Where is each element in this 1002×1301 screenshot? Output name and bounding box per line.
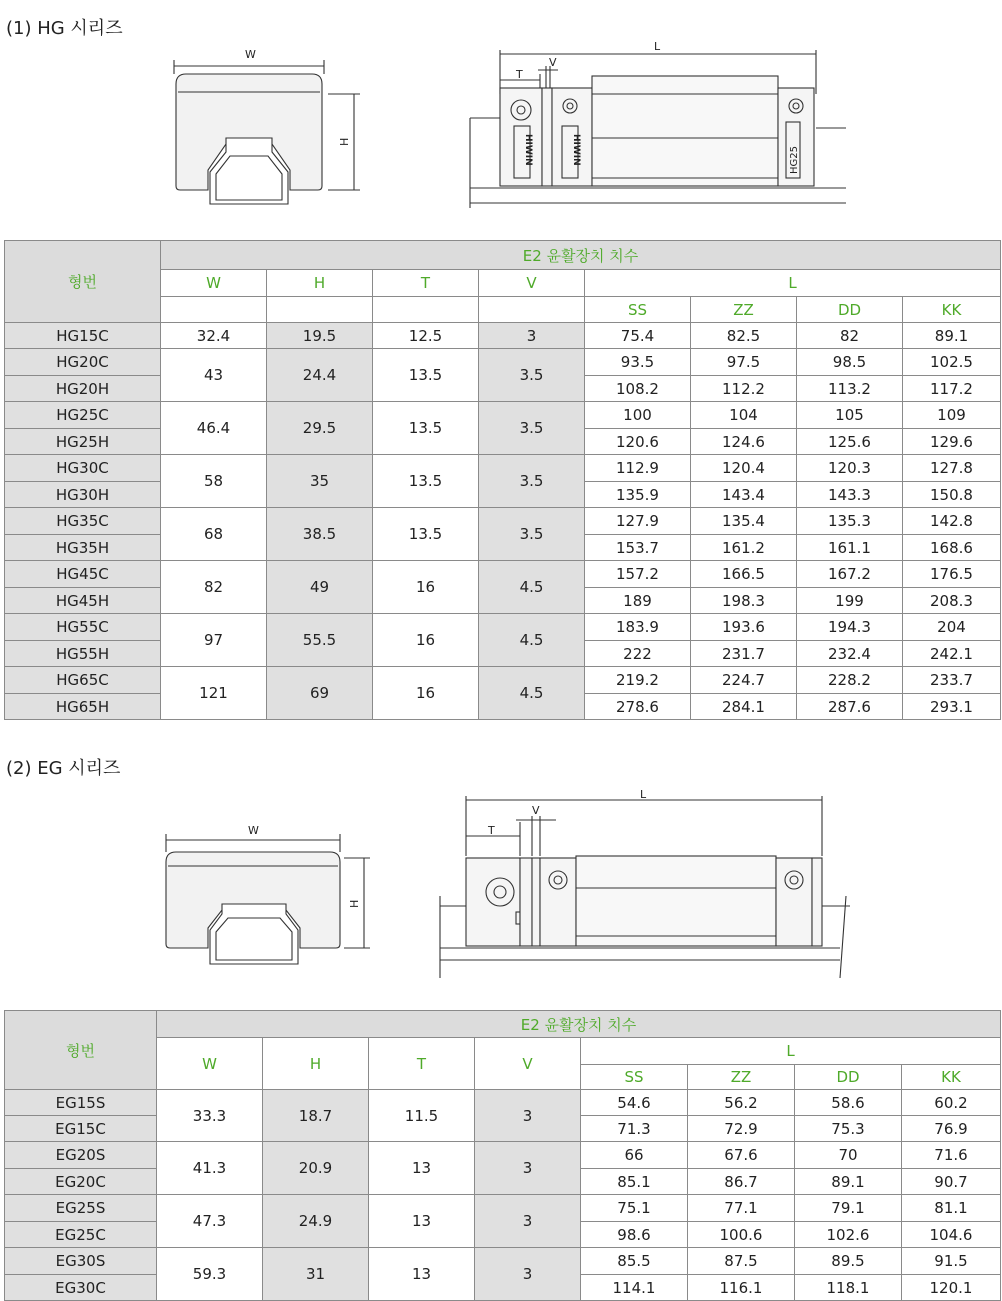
kk-cell: 109: [903, 402, 1001, 429]
zz-cell: 77.1: [688, 1195, 795, 1222]
ss-cell: 112.9: [585, 455, 691, 482]
hg-side-logo-1: HIWIN: [523, 134, 533, 166]
zz-cell: 161.2: [691, 535, 797, 561]
kk-cell: 90.7: [902, 1169, 1001, 1195]
t-cell: 16: [373, 614, 479, 667]
kk-cell: 129.6: [903, 429, 1001, 455]
kk-cell: 208.3: [903, 588, 1001, 614]
eg-side-view-drawing: [436, 786, 856, 982]
ss-cell: 66: [581, 1142, 688, 1169]
w-cell: 41.3: [157, 1142, 263, 1195]
hg-header-v: V: [479, 270, 585, 297]
eg-header-v: V: [475, 1038, 581, 1090]
zz-cell: 124.6: [691, 429, 797, 455]
ss-cell: 278.6: [585, 694, 691, 720]
eg-header-l: L: [581, 1038, 1001, 1065]
dd-cell: 199: [797, 588, 903, 614]
w-cell: 32.4: [161, 323, 267, 349]
model-cell: HG30H: [5, 482, 161, 508]
eg-side-l-label: L: [640, 788, 647, 801]
model-cell: HG55H: [5, 641, 161, 667]
ss-cell: 219.2: [585, 667, 691, 694]
table-row: [5, 667, 1001, 694]
zz-cell: 104: [691, 402, 797, 429]
eg-spec-table: [4, 1010, 1001, 1301]
dd-cell: 161.1: [797, 535, 903, 561]
table-row: [5, 1195, 1001, 1222]
dd-cell: 287.6: [797, 694, 903, 720]
zz-cell: 198.3: [691, 588, 797, 614]
t-cell: 16: [373, 667, 479, 720]
hg-header-w: W: [161, 270, 267, 297]
ss-cell: 98.6: [581, 1222, 688, 1248]
zz-cell: 231.7: [691, 641, 797, 667]
table-row: [5, 349, 1001, 376]
model-cell: HG35C: [5, 508, 161, 535]
t-cell: 13: [369, 1195, 475, 1248]
table-row: [5, 323, 1001, 349]
h-cell: 29.5: [267, 402, 373, 455]
hg-header-group: E2 윤활장치 치수: [161, 241, 1001, 270]
hg-front-h-label: H: [338, 137, 351, 146]
hg-header-h: H: [267, 270, 373, 297]
ss-cell: 127.9: [585, 508, 691, 535]
dd-cell: 118.1: [795, 1275, 902, 1301]
hg-front-w-label: W: [245, 48, 256, 61]
t-cell: 16: [373, 561, 479, 614]
kk-cell: 150.8: [903, 482, 1001, 508]
dd-cell: 143.3: [797, 482, 903, 508]
hg-header-blank: [161, 297, 267, 323]
model-cell: HG45H: [5, 588, 161, 614]
hg-side-model-mark: HG25: [789, 146, 800, 174]
w-cell: 68: [161, 508, 267, 561]
table-row: [5, 508, 1001, 535]
dd-cell: 79.1: [795, 1195, 902, 1222]
ss-cell: 114.1: [581, 1275, 688, 1301]
kk-cell: 127.8: [903, 455, 1001, 482]
kk-cell: 89.1: [903, 323, 1001, 349]
ss-cell: 85.5: [581, 1248, 688, 1275]
v-cell: 3: [475, 1142, 581, 1195]
v-cell: 3: [475, 1248, 581, 1301]
hg-header-ss: SS: [585, 297, 691, 323]
hg-section-title: (1) HG 시리즈: [6, 18, 123, 39]
w-cell: 121: [161, 667, 267, 720]
hg-header-zz: ZZ: [691, 297, 797, 323]
ss-cell: 75.4: [585, 323, 691, 349]
w-cell: 46.4: [161, 402, 267, 455]
t-cell: 13.5: [373, 508, 479, 561]
model-cell: EG20C: [5, 1169, 157, 1195]
table-row: [5, 561, 1001, 588]
v-cell: 3.5: [479, 455, 585, 508]
kk-cell: 71.6: [902, 1142, 1001, 1169]
kk-cell: 176.5: [903, 561, 1001, 588]
model-cell: HG20H: [5, 376, 161, 402]
table-row: [5, 614, 1001, 641]
model-cell: EG15S: [5, 1090, 157, 1116]
w-cell: 47.3: [157, 1195, 263, 1248]
hg-side-view-drawing: [466, 38, 846, 216]
zz-cell: 100.6: [688, 1222, 795, 1248]
zz-cell: 82.5: [691, 323, 797, 349]
table-row: [5, 402, 1001, 429]
h-cell: 49: [267, 561, 373, 614]
model-cell: HG25C: [5, 402, 161, 429]
ss-cell: 189: [585, 588, 691, 614]
hg-header-l: L: [585, 270, 1001, 297]
eg-front-h-label: H: [348, 899, 361, 908]
model-cell: HG65H: [5, 694, 161, 720]
zz-cell: 284.1: [691, 694, 797, 720]
model-cell: HG35H: [5, 535, 161, 561]
model-cell: HG20C: [5, 349, 161, 376]
hg-spec-table: [4, 240, 1001, 720]
t-cell: 13: [369, 1142, 475, 1195]
ss-cell: 93.5: [585, 349, 691, 376]
dd-cell: 82: [797, 323, 903, 349]
dd-cell: 113.2: [797, 376, 903, 402]
h-cell: 24.9: [263, 1195, 369, 1248]
v-cell: 3: [475, 1195, 581, 1248]
ss-cell: 153.7: [585, 535, 691, 561]
h-cell: 24.4: [267, 349, 373, 402]
ss-cell: 71.3: [581, 1116, 688, 1142]
ss-cell: 120.6: [585, 429, 691, 455]
ss-cell: 108.2: [585, 376, 691, 402]
eg-section-title: (2) EG 시리즈: [6, 758, 121, 779]
kk-cell: 120.1: [902, 1275, 1001, 1301]
eg-header-kk: KK: [902, 1065, 1001, 1090]
v-cell: 3: [475, 1090, 581, 1142]
eg-front-view-drawing: [156, 818, 386, 978]
hg-side-v-label: V: [549, 56, 557, 69]
dd-cell: 98.5: [797, 349, 903, 376]
kk-cell: 104.6: [902, 1222, 1001, 1248]
dd-cell: 89.5: [795, 1248, 902, 1275]
eg-header-zz: ZZ: [688, 1065, 795, 1090]
table-row: [5, 1142, 1001, 1169]
zz-cell: 166.5: [691, 561, 797, 588]
v-cell: 4.5: [479, 667, 585, 720]
zz-cell: 112.2: [691, 376, 797, 402]
v-cell: 3.5: [479, 508, 585, 561]
kk-cell: 91.5: [902, 1248, 1001, 1275]
t-cell: 13.5: [373, 402, 479, 455]
kk-cell: 81.1: [902, 1195, 1001, 1222]
kk-cell: 76.9: [902, 1116, 1001, 1142]
kk-cell: 233.7: [903, 667, 1001, 694]
t-cell: 13: [369, 1248, 475, 1301]
ss-cell: 135.9: [585, 482, 691, 508]
w-cell: 58: [161, 455, 267, 508]
h-cell: 38.5: [267, 508, 373, 561]
zz-cell: 87.5: [688, 1248, 795, 1275]
hg-header-dd: DD: [797, 297, 903, 323]
hg-header-kk: KK: [903, 297, 1001, 323]
eg-header-w: W: [157, 1038, 263, 1090]
model-cell: HG30C: [5, 455, 161, 482]
model-cell: HG25H: [5, 429, 161, 455]
model-cell: EG30C: [5, 1275, 157, 1301]
h-cell: 55.5: [267, 614, 373, 667]
model-cell: HG15C: [5, 323, 161, 349]
zz-cell: 224.7: [691, 667, 797, 694]
w-cell: 43: [161, 349, 267, 402]
t-cell: 13.5: [373, 455, 479, 508]
kk-cell: 168.6: [903, 535, 1001, 561]
kk-cell: 117.2: [903, 376, 1001, 402]
model-cell: HG65C: [5, 667, 161, 694]
dd-cell: 194.3: [797, 614, 903, 641]
table-row: [5, 1248, 1001, 1275]
eg-front-w-label: W: [248, 824, 259, 837]
eg-header-group: E2 윤활장치 치수: [157, 1011, 1001, 1038]
dd-cell: 228.2: [797, 667, 903, 694]
hg-header-t: T: [373, 270, 479, 297]
eg-header-dd: DD: [795, 1065, 902, 1090]
dd-cell: 120.3: [797, 455, 903, 482]
eg-side-t-label: T: [488, 824, 495, 837]
zz-cell: 97.5: [691, 349, 797, 376]
dd-cell: 58.6: [795, 1090, 902, 1116]
v-cell: 3: [479, 323, 585, 349]
v-cell: 3.5: [479, 402, 585, 455]
eg-header-model: 형번: [5, 1011, 157, 1090]
kk-cell: 142.8: [903, 508, 1001, 535]
zz-cell: 135.4: [691, 508, 797, 535]
model-cell: EG20S: [5, 1142, 157, 1169]
t-cell: 11.5: [369, 1090, 475, 1142]
v-cell: 3.5: [479, 349, 585, 402]
v-cell: 4.5: [479, 561, 585, 614]
zz-cell: 193.6: [691, 614, 797, 641]
eg-side-v-label: V: [532, 804, 540, 817]
dd-cell: 105: [797, 402, 903, 429]
kk-cell: 242.1: [903, 641, 1001, 667]
eg-header-ss: SS: [581, 1065, 688, 1090]
dd-cell: 89.1: [795, 1169, 902, 1195]
hg-front-view-drawing: [160, 44, 380, 212]
w-cell: 82: [161, 561, 267, 614]
w-cell: 97: [161, 614, 267, 667]
t-cell: 12.5: [373, 323, 479, 349]
table-row: [5, 1090, 1001, 1116]
hg-header-blank: [479, 297, 585, 323]
hg-header-blank: [373, 297, 479, 323]
zz-cell: 143.4: [691, 482, 797, 508]
dd-cell: 167.2: [797, 561, 903, 588]
zz-cell: 120.4: [691, 455, 797, 482]
ss-cell: 157.2: [585, 561, 691, 588]
kk-cell: 293.1: [903, 694, 1001, 720]
eg-header-h: H: [263, 1038, 369, 1090]
ss-cell: 54.6: [581, 1090, 688, 1116]
kk-cell: 102.5: [903, 349, 1001, 376]
v-cell: 4.5: [479, 614, 585, 667]
ss-cell: 222: [585, 641, 691, 667]
h-cell: 35: [267, 455, 373, 508]
zz-cell: 72.9: [688, 1116, 795, 1142]
kk-cell: 204: [903, 614, 1001, 641]
model-cell: HG55C: [5, 614, 161, 641]
w-cell: 33.3: [157, 1090, 263, 1142]
model-cell: EG30S: [5, 1248, 157, 1275]
t-cell: 13.5: [373, 349, 479, 402]
dd-cell: 125.6: [797, 429, 903, 455]
model-cell: EG15C: [5, 1116, 157, 1142]
hg-side-logo-2: HIWIN: [571, 134, 581, 166]
dd-cell: 70: [795, 1142, 902, 1169]
h-cell: 20.9: [263, 1142, 369, 1195]
zz-cell: 86.7: [688, 1169, 795, 1195]
dd-cell: 135.3: [797, 508, 903, 535]
dd-cell: 232.4: [797, 641, 903, 667]
model-cell: EG25C: [5, 1222, 157, 1248]
hg-header-model: 형번: [5, 241, 161, 323]
h-cell: 31: [263, 1248, 369, 1301]
ss-cell: 75.1: [581, 1195, 688, 1222]
zz-cell: 67.6: [688, 1142, 795, 1169]
ss-cell: 183.9: [585, 614, 691, 641]
dd-cell: 75.3: [795, 1116, 902, 1142]
table-row: [5, 455, 1001, 482]
eg-header-t: T: [369, 1038, 475, 1090]
model-cell: EG25S: [5, 1195, 157, 1222]
dd-cell: 102.6: [795, 1222, 902, 1248]
hg-side-t-label: T: [516, 68, 523, 81]
zz-cell: 116.1: [688, 1275, 795, 1301]
w-cell: 59.3: [157, 1248, 263, 1301]
zz-cell: 56.2: [688, 1090, 795, 1116]
h-cell: 19.5: [267, 323, 373, 349]
ss-cell: 100: [585, 402, 691, 429]
hg-side-l-label: L: [654, 40, 661, 53]
h-cell: 69: [267, 667, 373, 720]
kk-cell: 60.2: [902, 1090, 1001, 1116]
model-cell: HG45C: [5, 561, 161, 588]
hg-header-blank: [267, 297, 373, 323]
h-cell: 18.7: [263, 1090, 369, 1142]
ss-cell: 85.1: [581, 1169, 688, 1195]
